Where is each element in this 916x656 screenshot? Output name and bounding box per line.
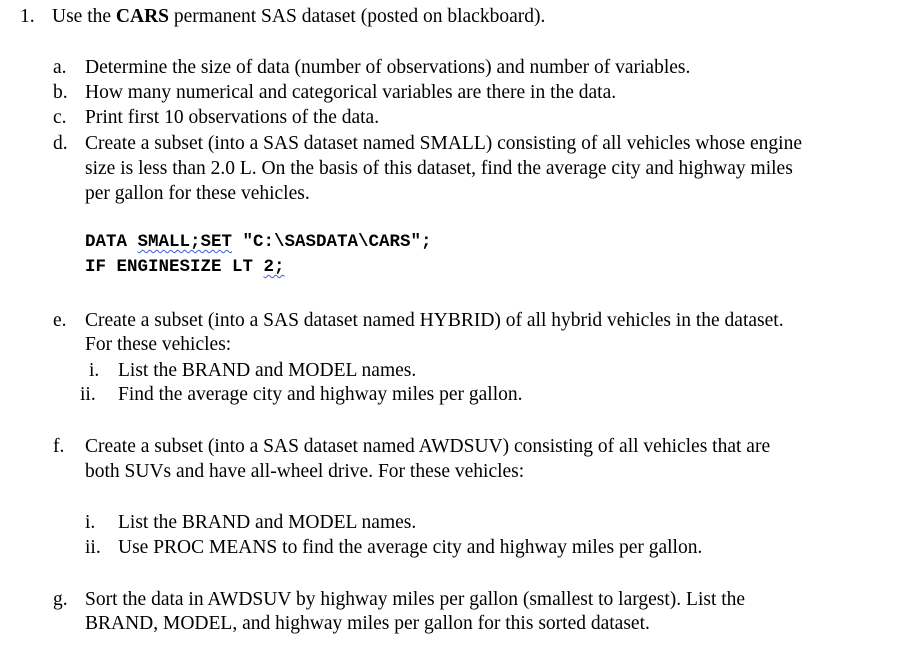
question-intro-after: permanent SAS dataset (posted on blackboard). [169,6,546,27]
item-e-sub-i-marker: i. [89,360,100,381]
code-line-1-flagged: SMALL;SET [137,232,233,252]
item-e-text-line1: Create a subset (into a SAS dataset named HYBRID) of all hybrid vehicles in the dataset. [85,310,784,331]
item-e-text-line2: For these vehicles: [85,334,232,355]
item-c-text: Print first 10 observations of the data. [85,107,380,128]
item-f-text-line1: Create a subset (into a SAS dataset named AWDSUV) consisting of all vehicles that are [85,436,771,457]
item-e-sub-ii-text: Find the average city and highway miles per gallon. [118,384,523,405]
code-line-2-condition: IF ENGINESIZE LT [85,257,264,277]
item-f-text-line2: both SUVs and have all-wheel drive. For these vehicles: [85,461,525,482]
item-f-sub-i-text: List the BRAND and MODEL names. [118,512,417,533]
item-e-sub-i-text: List the BRAND and MODEL names. [118,360,417,381]
code-line-1 [85,230,432,254]
item-g-text-line1: Sort the data in AWDSUV by highway miles per gallon (smallest to largest). List the [85,589,746,610]
item-d-text-line2: size is less than 2.0 L. On the basis of this dataset, find the average city and highway miles [85,158,793,179]
question-number: 1. [20,6,35,27]
item-d-text-line3: per gallon for these vehicles. [85,183,310,204]
item-a-text: Determine the size of data (number of observations) and number of variables. [85,57,691,78]
item-b-text: How many numerical and categorical variables are there in the data. [85,82,617,103]
item-e-sub-ii-marker: ii. [80,384,96,405]
question-intro-before: Use the [52,6,116,27]
item-c-marker: c. [53,107,67,128]
dataset-name: CARS [115,6,169,27]
item-d-marker: d. [53,133,68,154]
item-e-marker: e. [53,310,67,331]
code-line-2-flagged: 2; [263,257,285,277]
item-g-marker: g. [53,589,68,610]
code-line-1-path: "C:\SASDATA\CARS"; [232,232,432,252]
item-a-marker: a. [53,57,67,78]
item-f-sub-ii-text: Use PROC MEANS to find the average city and highway miles per gallon. [118,537,703,558]
item-f-sub-ii-marker: ii. [85,537,101,558]
item-f-sub-i-marker: i. [85,512,96,533]
item-f-marker: f. [53,436,65,457]
question-intro [52,5,545,29]
item-d-text-line1: Create a subset (into a SAS dataset named SMALL) consisting of all vehicles whose engine [85,133,803,154]
code-line-2 [85,255,285,279]
item-g-text-line2: BRAND, MODEL, and highway miles per gallon for this sorted dataset. [85,613,650,634]
code-line-1-keyword: DATA [85,232,138,252]
item-b-marker: b. [53,82,68,103]
